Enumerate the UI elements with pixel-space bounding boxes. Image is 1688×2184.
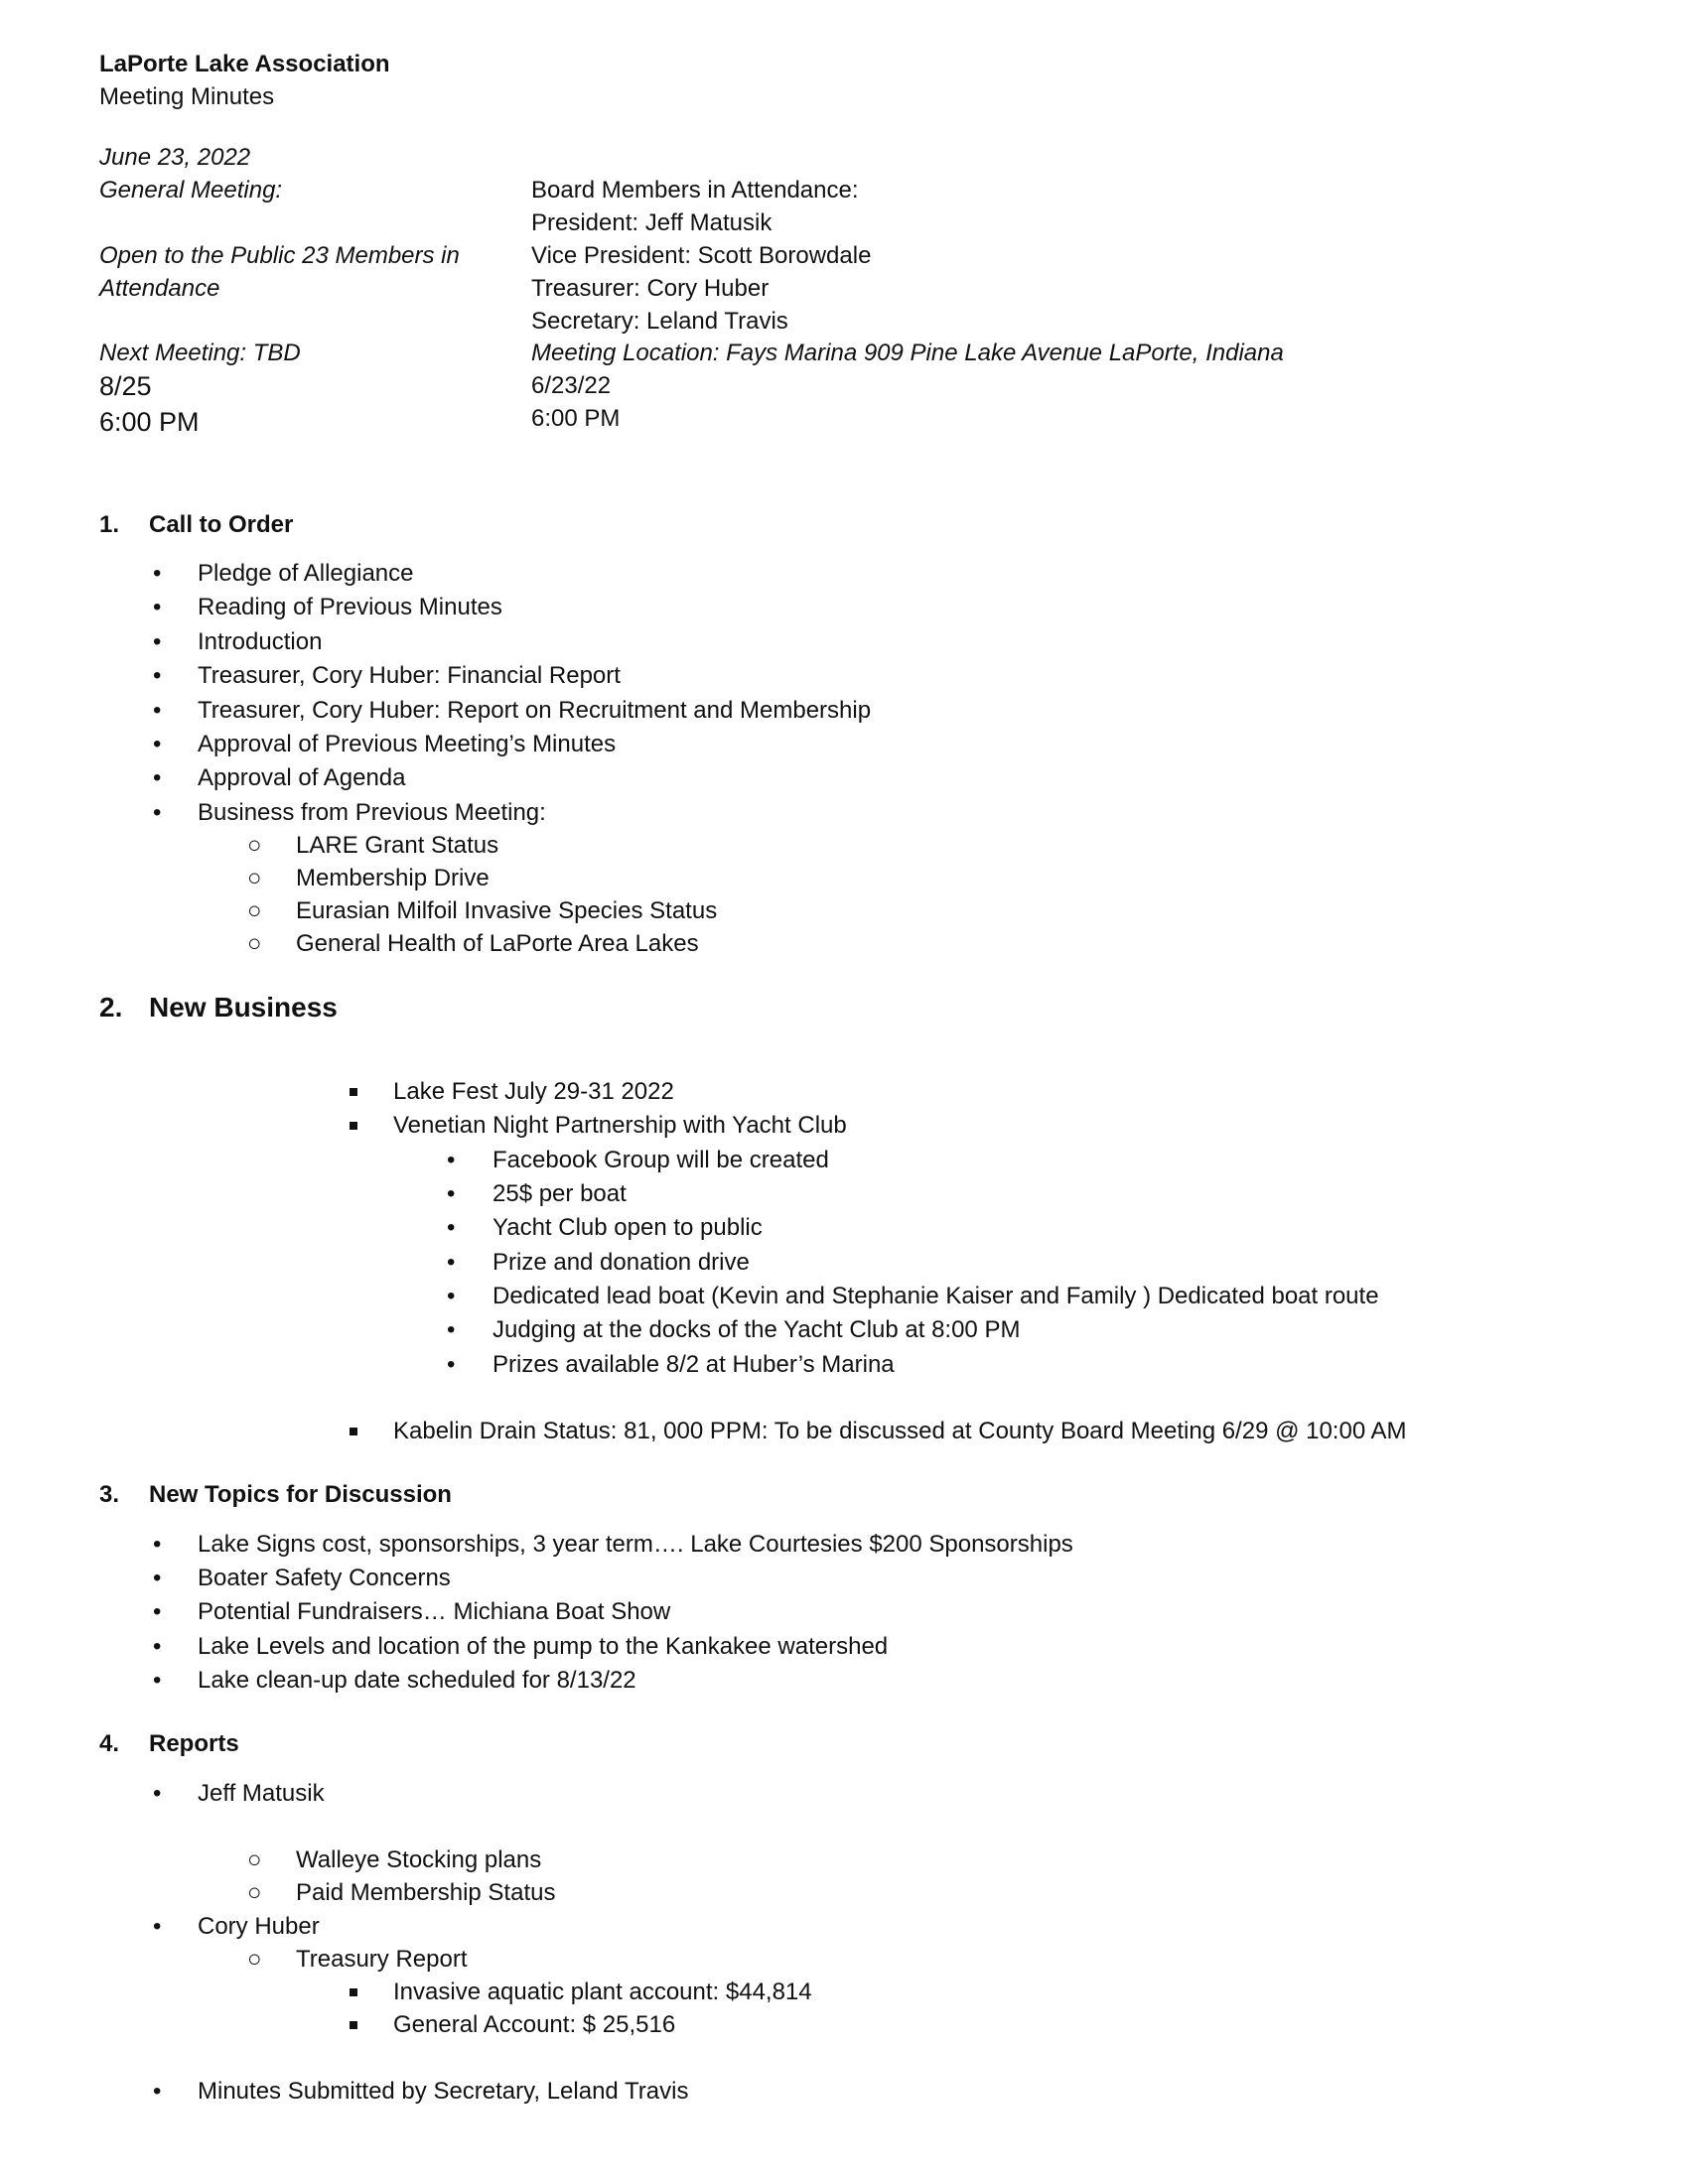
board-member-vice-president: Vice President: Scott Borowdale [531,242,872,269]
discussion-item: Lake clean-up date scheduled for 8/13/22 [198,1667,636,1694]
list-item: Introduction [198,628,323,655]
board-member-president: President: Jeff Matusik [531,209,773,236]
bullet-icon: • [153,1633,162,1660]
bullet-icon: • [153,662,162,689]
section-1-number: 1. [99,511,120,538]
list-item: Pledge of Allegiance [198,560,414,587]
organization-name: LaPorte Lake Association [99,51,390,77]
section-2-title: New Business [149,992,338,1023]
venetian-item: Prizes available 8/2 at Huber’s Marina [492,1351,895,1378]
bullet-icon: • [153,1531,162,1558]
sub-list-item: LARE Grant Status [296,832,499,859]
board-member-secretary: Secretary: Leland Travis [531,308,788,335]
bullet-icon: • [153,560,162,587]
section-3-number: 3. [99,1481,120,1508]
sub-list-item: Membership Drive [296,865,490,891]
discussion-item: Potential Fundraisers… Michiana Boat Show [198,1598,671,1625]
bullet-icon: • [447,1316,456,1343]
report-item: Treasury Report [296,1946,468,1973]
report-item: Paid Membership Status [296,1879,556,1906]
board-meeting-time: 6:00 PM [531,405,621,432]
section-1-title: Call to Order [149,511,294,538]
list-item: Approval of Previous Meeting’s Minutes [198,731,617,757]
bullet-icon: • [447,1283,456,1309]
venetian-item: Judging at the docks of the Yacht Club at 8:00 PM [492,1316,1021,1343]
bullet-icon: • [447,1180,456,1207]
section-4-number: 4. [99,1730,120,1757]
circle-bullet-icon: ○ [247,1879,262,1906]
new-business-item: Venetian Night Partnership with Yacht Club [393,1112,847,1139]
circle-bullet-icon: ○ [247,930,262,957]
bullet-icon: • [153,1780,162,1807]
circle-bullet-icon: ○ [247,1946,262,1973]
venetian-item: Prize and donation drive [492,1249,750,1276]
kabelin-drain-status: Kabelin Drain Status: 81, 000 PPM: To be discussed at County Board Meeting 6/29 @ 10:00 AM [393,1418,1407,1444]
sub-list-item: General Health of LaPorte Area Lakes [296,930,699,957]
bullet-icon: • [153,594,162,620]
minutes-submitted: Minutes Submitted by Secretary, Leland Travis [198,2078,689,2105]
meeting-location: Meeting Location: Fays Marina 909 Pine Lake Avenue LaPorte, Indiana [531,340,1284,366]
board-members-title: Board Members in Attendance: [531,177,859,204]
public-attendance-line-1: Open to the Public 23 Members in [99,242,460,269]
bullet-icon: • [153,764,162,791]
list-item: Treasurer, Cory Huber: Financial Report [198,662,621,689]
treasury-item: General Account: $ 25,516 [393,2011,676,2038]
square-bullet-icon [350,1088,357,1096]
bullet-icon: • [447,1351,456,1378]
public-attendance-line-2: Attendance [99,275,220,302]
report-person: Cory Huber [198,1913,320,1940]
square-bullet-icon [350,1428,357,1435]
square-bullet-icon [350,1122,357,1130]
bullet-icon: • [153,1565,162,1591]
list-item: Business from Previous Meeting: [198,799,546,826]
new-business-item: Lake Fest July 29-31 2022 [393,1078,674,1105]
square-bullet-icon [350,1988,357,1996]
bullet-icon: • [447,1214,456,1241]
discussion-item: Lake Signs cost, sponsorships, 3 year term…. Lake Courtesies $200 Sponsorships [198,1531,1073,1558]
bullet-icon: • [153,1598,162,1625]
circle-bullet-icon: ○ [247,832,262,859]
board-meeting-date: 6/23/22 [531,372,612,399]
bullet-icon: • [447,1147,456,1173]
section-3-title: New Topics for Discussion [149,1481,452,1508]
bullet-icon: • [153,731,162,757]
discussion-item: Lake Levels and location of the pump to the Kankakee watershed [198,1633,889,1660]
meeting-date: June 23, 2022 [99,144,251,171]
circle-bullet-icon: ○ [247,897,262,924]
venetian-item: Facebook Group will be created [492,1147,829,1173]
list-item: Treasurer, Cory Huber: Report on Recruitment and Membership [198,697,872,724]
bullet-icon: • [153,799,162,826]
meeting-type: General Meeting: [99,177,283,204]
board-member-treasurer: Treasurer: Cory Huber [531,275,770,302]
report-person: Jeff Matusik [198,1780,325,1807]
list-item: Reading of Previous Minutes [198,594,502,620]
section-4-title: Reports [149,1730,239,1757]
section-2-number: 2. [99,992,123,1023]
venetian-item: Dedicated lead boat (Kevin and Stephanie Kaiser and Family ) Dedicated boat route [492,1283,1379,1309]
bullet-icon: • [447,1249,456,1276]
circle-bullet-icon: ○ [247,865,262,891]
next-meeting-label: Next Meeting: TBD [99,340,301,366]
report-item: Walleye Stocking plans [296,1846,542,1873]
bullet-icon: • [153,2078,162,2105]
bullet-icon: • [153,628,162,655]
list-item: Approval of Agenda [198,764,406,791]
bullet-icon: • [153,697,162,724]
next-meeting-date: 8/25 [99,371,152,401]
treasury-item: Invasive aquatic plant account: $44,814 [393,1979,812,2005]
bullet-icon: • [153,1667,162,1694]
venetian-item: Yacht Club open to public [492,1214,763,1241]
venetian-item: 25$ per boat [492,1180,627,1207]
sub-list-item: Eurasian Milfoil Invasive Species Status [296,897,718,924]
square-bullet-icon [350,2021,357,2029]
circle-bullet-icon: ○ [247,1846,262,1873]
bullet-icon: • [153,1913,162,1940]
next-meeting-time: 6:00 PM [99,407,200,437]
discussion-item: Boater Safety Concerns [198,1565,451,1591]
document-type: Meeting Minutes [99,83,275,110]
